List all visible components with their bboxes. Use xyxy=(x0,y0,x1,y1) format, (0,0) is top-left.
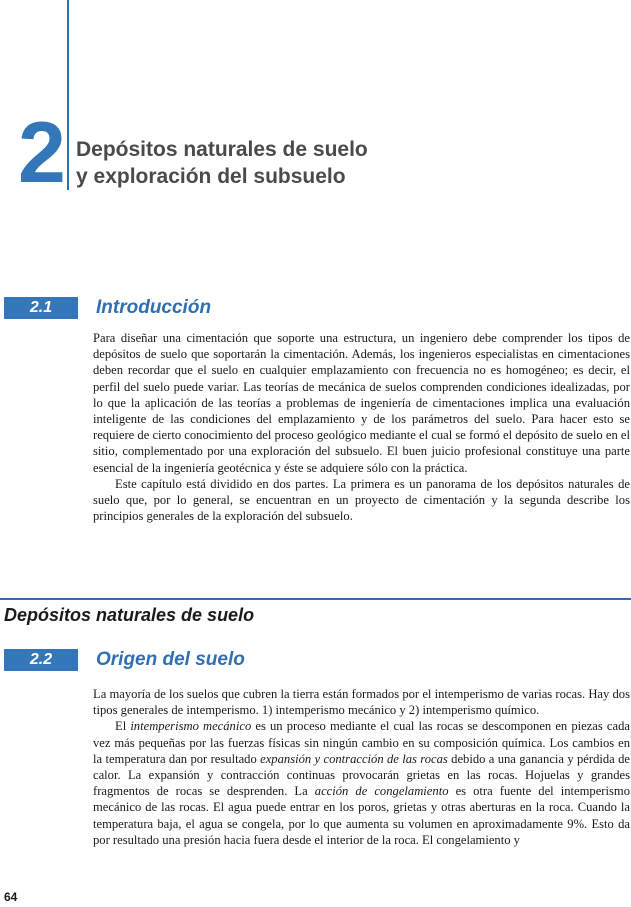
emphasis: acción de congelamiento xyxy=(314,784,449,799)
text-run: es un proceso mediante el cual las rocas se descomponen en piezas cada vez más pequeñas por las fuerzas físicas sin ningún cambio en su composición química. Los cambios en la temperatura dan por resultado xyxy=(93,719,630,766)
chapter-number: 2 xyxy=(18,105,64,201)
section-number-badge: 2.1 xyxy=(4,297,78,319)
text-run: El xyxy=(115,719,131,734)
section-title: Introducción xyxy=(96,297,212,318)
paragraph: La mayoría de los suelos que cubren la tierra están formados por el intemperismo de varias rocas. Hay dos tipos generales de intemperismo. 1) intemperismo mecánico y 2) intemperismo químico. xyxy=(93,687,630,718)
chapter-vertical-rule xyxy=(67,0,69,190)
paragraph: Para diseñar una cimentación que soporte una estructura, un ingeniero debe comprender los tipos de depósitos de suelo que soportarán la cimentación. Además, los ingenieros especialistas en cimentaciones deben recordar que el suelo en cualquier emplazamiento con frecuencia no es homogéneo; es decir, el perfil del suelo puede variar. Las teorías de mecánica de suelos comprenden condiciones idealizadas, por lo que la aplicación de las teorías a problemas de ingeniería de cimentaciones implica una evaluación inteligente de las condiciones del emplazamiento y de los parámetros del suelo. Para hacer esto se requiere de cierto conocimiento del proceso geológico mediante el cual se formó el depósito de suelo en el sitio, complementado por una exploración del subsuelo. El buen juicio profesional constituye una parte esencial de la ingeniería geotécnica y éste se adquiere sólo con la práctica. xyxy=(93,331,630,475)
paragraph: Este capítulo está dividido en dos partes. La primera es un panorama de los depósitos naturales de suelo que, por lo general, se encuentran en un proyecto de cimentación y la segunda describe los principios generales de la exploración del subsuelo. xyxy=(93,476,630,524)
section-body xyxy=(93,686,630,848)
chapter-title-line2: y exploración del subsuelo xyxy=(76,165,346,188)
chapter-title xyxy=(76,136,596,190)
emphasis: expansión y contracción de las rocas xyxy=(260,751,448,766)
section-number-badge: 2.2 xyxy=(4,649,78,671)
text-run: debido a una ganancia y pérdida de calor. La expansión y contracción continuas provocarán grietas en las rocas. Hojuelas y grandes fragmentos de rocas se desprenden. La xyxy=(93,751,630,799)
chapter-title-line1: Depósitos naturales de suelo xyxy=(76,138,368,161)
page-number: 64 xyxy=(4,890,18,904)
text-run: es otra fuente del intemperismo mecánico de las rocas. El agua puede entrar en los poros, grietas y otras aberturas en la roca. Cuando la temperatura baja, el agua se congela, por lo que aumenta su volumen en aproximadamente 9%. Esto da por resultado una presión hacia fuera desde el interior de la roca. El congelamiento y xyxy=(93,784,630,847)
emphasis: intemperismo mecánico xyxy=(130,719,252,734)
part-heading-rule xyxy=(0,598,631,600)
section-body xyxy=(93,330,630,524)
section-title: Origen del suelo xyxy=(96,649,245,670)
paragraph xyxy=(93,718,630,848)
part-heading: Depósitos naturales de suelo xyxy=(4,605,255,625)
